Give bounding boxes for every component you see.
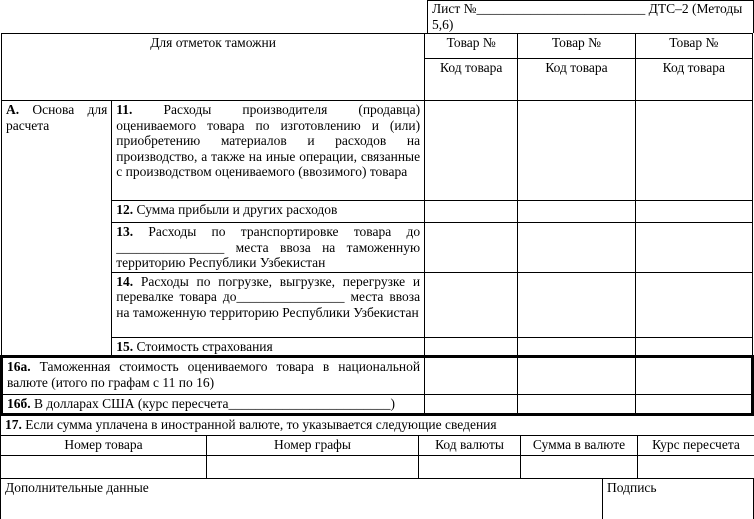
- empty-goods-cell: [518, 395, 635, 415]
- empty-data-cell: [638, 456, 754, 479]
- item-row-12: [2, 201, 753, 223]
- empty-data-cell: [419, 456, 521, 479]
- footer-row: [0, 479, 754, 519]
- total-number: 16а.: [7, 359, 31, 374]
- empty-goods-cell: [635, 201, 752, 223]
- additional-data-label: Дополнительные данные: [5, 480, 149, 495]
- signature-label: Подпись: [607, 480, 657, 495]
- col-header-amount: Сумма в валюте: [521, 436, 638, 456]
- empty-goods-cell: [518, 357, 635, 395]
- customs-notes-header: Для отметок таможни: [2, 34, 425, 101]
- empty-goods-cell: [518, 272, 635, 337]
- total-16a-text-cell: [2, 357, 425, 395]
- empty-goods-cell: [425, 337, 518, 357]
- empty-data-cell: [207, 456, 419, 479]
- col-header-column-number: Номер графы: [207, 436, 419, 456]
- empty-data-cell: [521, 456, 638, 479]
- empty-goods-cell: [518, 201, 635, 223]
- row17-text: Если сумма уплачена в иностранной валюте, то указывается следующие сведения: [25, 416, 497, 432]
- empty-goods-cell: [518, 101, 635, 201]
- col-header-goods-number: Номер товара: [1, 436, 207, 456]
- empty-goods-cell: [635, 357, 752, 395]
- item-number: 14.: [116, 273, 134, 289]
- item-number: 11.: [116, 102, 133, 117]
- col-header-rate: Курс пересчета: [638, 436, 754, 456]
- goods-code-header: Код товара: [425, 59, 518, 101]
- total-row-16b: [2, 395, 753, 415]
- currency-table-empty-row: [1, 456, 754, 479]
- goods-number-header: Товар №: [518, 34, 635, 59]
- empty-goods-cell: [518, 223, 635, 273]
- goods-number-header: Товар №: [635, 34, 752, 59]
- total-16b-text-cell: [2, 395, 425, 415]
- empty-goods-cell: [635, 101, 752, 201]
- empty-goods-cell: [425, 223, 518, 273]
- item-row-13: [2, 223, 753, 273]
- empty-goods-cell: [635, 395, 752, 415]
- total-number: 16б.: [7, 396, 31, 411]
- sheet-number-label: Лист №_________________________: [432, 1, 646, 16]
- item-number: 13.: [116, 224, 134, 239]
- item-12-text-cell: [112, 201, 425, 223]
- section-a-letter: А.: [6, 102, 20, 117]
- total-text: Таможенная стоимость оцениваемого товара в национальной валюте (итого по графам с 11 по 16): [7, 359, 421, 390]
- goods-code-header: Код товара: [518, 59, 635, 101]
- top-strip: [0, 0, 754, 33]
- empty-goods-cell: [635, 223, 752, 273]
- empty-data-cell: [1, 456, 207, 479]
- item-14-text-cell: [112, 272, 425, 337]
- currency-table-header-row: [1, 436, 754, 456]
- item-text: Стоимость страхования: [136, 338, 273, 354]
- section-a-cell: [2, 101, 112, 357]
- sheet-number-box: [427, 0, 754, 33]
- form-code-label: ДТС–2 (Методы 5,6): [432, 1, 743, 32]
- item-number: 15.: [116, 338, 134, 354]
- signature-cell: [603, 479, 753, 519]
- item-text: Расходы по погрузке, выгрузке, перегрузке и перевалке товара до________________ места ввоза на таможенную территорию Республики Узбекистан: [116, 273, 421, 320]
- item-15-text-cell: [112, 337, 425, 357]
- item-row-11: [2, 101, 753, 201]
- row17-number: 17.: [5, 416, 22, 432]
- main-valuation-table: [0, 33, 754, 416]
- empty-goods-cell: [425, 272, 518, 337]
- empty-goods-cell: [425, 357, 518, 395]
- currency-table: [0, 416, 754, 480]
- item-row-15: [2, 337, 753, 357]
- goods-code-header: Код товара: [635, 59, 752, 101]
- item-13-text-cell: [112, 223, 425, 273]
- total-row-16a: [2, 357, 753, 395]
- empty-goods-cell: [518, 337, 635, 357]
- total-text: В долларах США (курс пересчета________________________): [34, 396, 395, 411]
- additional-data-cell: [1, 479, 603, 519]
- empty-goods-cell: [635, 272, 752, 337]
- item-text: Расходы производителя (продавца) оцениваемого товара по изготовлению и (или) приобретению материалов и расходов на производство, а также на иные операции, связанные с производством оцениваемого (ввозимого) товара: [116, 102, 421, 179]
- empty-goods-cell: [425, 395, 518, 415]
- empty-goods-cell: [425, 101, 518, 201]
- empty-goods-cell: [635, 337, 752, 357]
- top-left-empty-area: [0, 0, 427, 33]
- item-11-text-cell: [112, 101, 425, 201]
- row17-text-cell: [1, 416, 754, 436]
- item-number: 12.: [116, 202, 134, 217]
- col-header-currency-code: Код валюты: [419, 436, 521, 456]
- section-a-label: Основа для расчета: [6, 102, 108, 133]
- item-text: Расходы по транспортировке товара до ________________ места ввоза на таможенную территорию Республики Узбекистан: [116, 224, 421, 270]
- goods-number-header: Товар №: [425, 34, 518, 59]
- item-row-14: [2, 272, 753, 337]
- item-text: Сумма прибыли и других расходов: [136, 202, 338, 217]
- empty-goods-cell: [425, 201, 518, 223]
